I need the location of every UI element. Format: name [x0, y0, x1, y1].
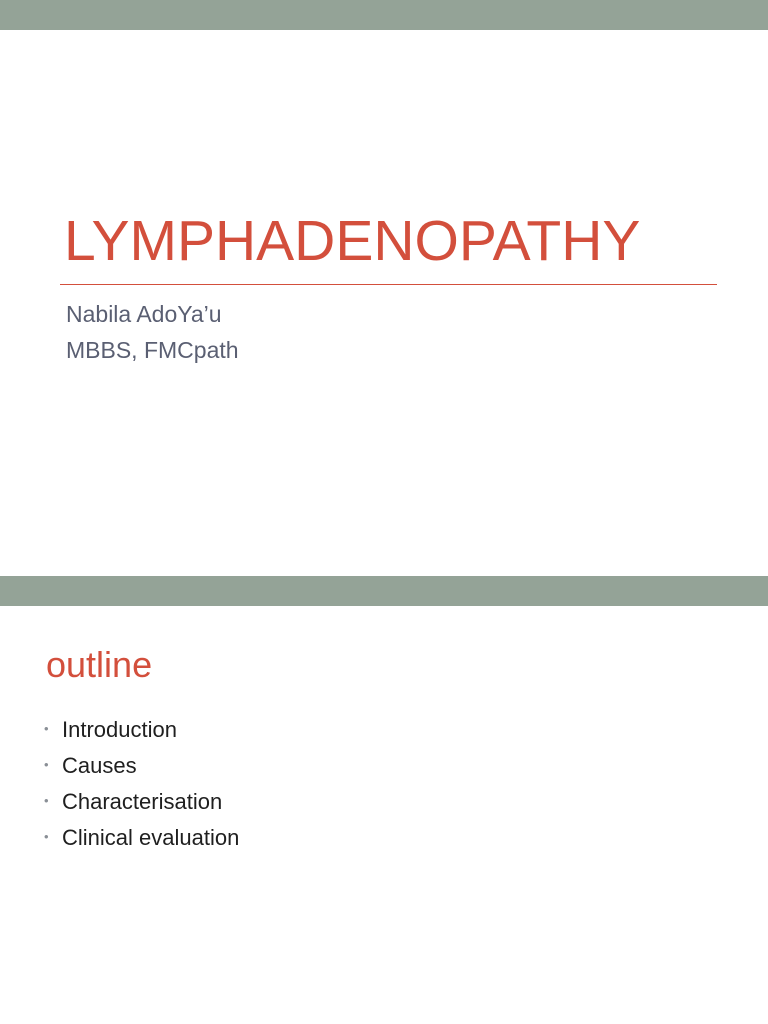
list-item [44, 788, 239, 824]
outline-heading: outline [46, 644, 153, 685]
list-item-label: Introduction [62, 717, 177, 742]
list-item-label: Causes [62, 753, 137, 778]
bullet-icon: • [44, 829, 49, 844]
list-item [44, 716, 239, 752]
bullet-icon: • [44, 757, 49, 772]
author-name: Nabila AdoYa’u [66, 301, 222, 327]
list-item [44, 824, 239, 860]
bullet-icon: • [44, 793, 49, 808]
slide-title: LYMPHADENOPATHY [64, 209, 641, 273]
author-credentials: MBBS, FMCpath [66, 337, 239, 363]
title-divider [60, 284, 717, 285]
header-band [0, 0, 768, 30]
outline-slide [0, 576, 768, 1024]
header-band [0, 576, 768, 606]
outline-list [44, 716, 239, 860]
list-item [44, 752, 239, 788]
list-item-label: Clinical evaluation [62, 825, 240, 850]
list-item-label: Characterisation [62, 789, 223, 814]
bullet-icon: • [44, 721, 49, 736]
